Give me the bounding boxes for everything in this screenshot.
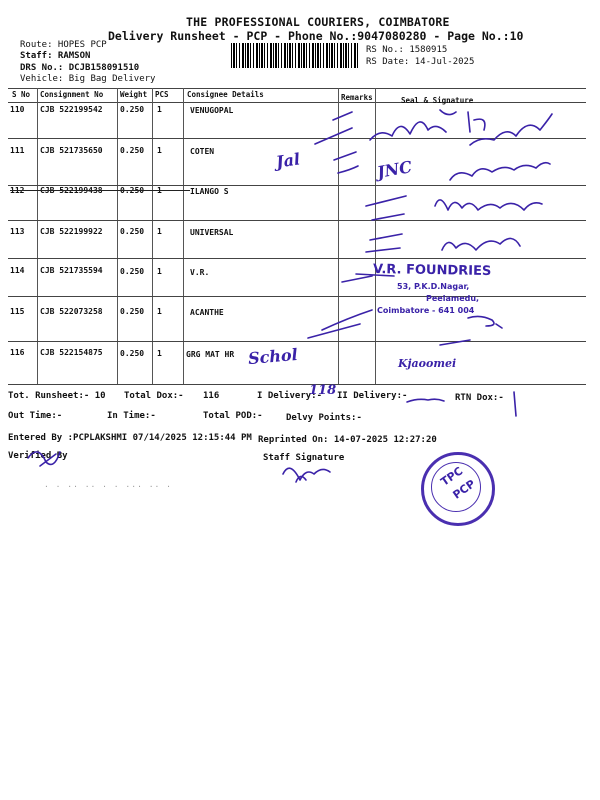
row-110-consignee: VENUGOPAL [190, 106, 234, 115]
faint-smudge: · · ·· ·· · · ··· ·· · [44, 482, 172, 491]
barcode [231, 43, 359, 68]
total-dox-label: Total Dox:- [124, 391, 184, 401]
row-113-weight: 0.250 [120, 227, 145, 236]
row-116-consignment: CJB 522154875 [40, 348, 103, 357]
row-115-sno: 115 [10, 307, 25, 316]
row-110-weight: 0.250 [120, 105, 145, 114]
row-112-pcs: 1 [157, 186, 162, 195]
reprinted-on: Reprinted On: 14-07-2025 12:27:20 [258, 435, 437, 445]
row-112-consignee: ILANGO S [190, 187, 229, 196]
col-remarks: Remarks [341, 93, 373, 102]
drs-number: DRS No.: DCJB158091510 [20, 63, 140, 73]
row-110-consignment: CJB 522199542 [40, 105, 103, 114]
row111-seal-initials: JNC [375, 157, 414, 182]
staff-signature-label: Staff Signature [263, 453, 345, 463]
row-113-pcs: 1 [157, 227, 162, 236]
row-112-weight: 0.250 [120, 186, 145, 195]
col-consignment: Consignment No [40, 90, 104, 99]
row-110-sno: 110 [10, 105, 25, 114]
company-stamp-line1: V.R. FOUNDRIES [372, 261, 492, 280]
row-114-pcs: 1 [157, 267, 162, 276]
row-113-consignee: UNIVERSAL [190, 228, 234, 237]
col-weight: Weight [120, 90, 148, 99]
row116-remark-scribble: Schol [247, 344, 299, 369]
row-116-pcs: 1 [157, 349, 162, 358]
row-112-sno: 112 [10, 186, 25, 195]
row-115-weight: 0.250 [120, 307, 145, 316]
company-stamp-line2: 53, P.K.D.Nagar, [397, 282, 470, 291]
rs-date: RS Date: 14-Jul-2025 [366, 57, 475, 67]
col-consignee: Consignee Details [187, 90, 264, 99]
verified-by: Verified By [8, 451, 68, 461]
ii-delivery-label: II Delivery:- [337, 391, 408, 401]
i-delivery-label: I Delivery:- [257, 391, 323, 401]
row-111-sno: 111 [10, 146, 25, 155]
delvy-points-label: Delvy Points:- [286, 413, 362, 423]
total-pod-label: Total POD:- [203, 411, 263, 421]
route-label: Route: HOPES PCP [20, 40, 107, 50]
entered-by: Entered By :PCPLAKSHMI 07/14/2025 12:15:44 PM [8, 433, 252, 443]
row-113-consignment: CJB 522199922 [40, 227, 103, 236]
total-dox-value: 116 [203, 391, 220, 401]
out-time-label: Out Time:- [8, 411, 63, 421]
row111-remark-scribble: Jal [274, 149, 302, 172]
company-stamp-line3: Peelamedu, [426, 294, 480, 303]
row-110-pcs: 1 [157, 105, 162, 114]
in-time-label: In Time:- [107, 411, 156, 421]
round-stamp-bottom: PCP [450, 477, 478, 502]
company-stamp-line4: Coimbatore - 641 004 [377, 306, 475, 315]
rtn-dox-label: RTN Dox:- [455, 393, 504, 403]
i-delivery-handwritten: 118 [309, 383, 337, 398]
row-114-sno: 114 [10, 266, 25, 275]
col-pcs: PCS [155, 90, 169, 99]
row-111-pcs: 1 [157, 146, 162, 155]
company-title: THE PROFESSIONAL COURIERS, COIMBATORE [186, 15, 450, 29]
row-115-pcs: 1 [157, 307, 162, 316]
row-115-consignee: ACANTHE [190, 308, 224, 317]
rs-number: RS No.: 1580915 [366, 45, 448, 55]
row-116-weight: 0.250 [120, 349, 145, 358]
row-115-consignment: CJB 522073258 [40, 307, 103, 316]
row-112-consignment: CJB 522199438 [40, 186, 103, 195]
row-111-consignee: COTEN [190, 147, 215, 156]
row-111-weight: 0.250 [120, 146, 145, 155]
round-stamp-top: TPC [438, 464, 466, 489]
row-116-consignee: GRG MAT HR [186, 350, 235, 359]
vehicle-label: Vehicle: Big Bag Delivery [20, 74, 156, 84]
row-111-consignment: CJB 521735650 [40, 146, 103, 155]
runsheet-subtitle: Delivery Runsheet - PCP - Phone No.:9047080280 - Page No.:10 [108, 29, 524, 43]
staff-label: Staff: RAMSON [20, 51, 91, 61]
row-113-sno: 113 [10, 227, 25, 236]
total-runsheet: Tot. Runsheet:- 10 [8, 391, 106, 401]
col-sno: S No [12, 90, 31, 99]
row-114-consignee: V.R. [190, 268, 210, 277]
row-116-sno: 116 [10, 348, 25, 357]
row-114-weight: 0.250 [120, 267, 145, 276]
row-114-consignment: CJB 521735594 [40, 266, 103, 275]
col-seal: Seal & Signature [401, 96, 474, 105]
row116-seal-signature: Kjaoomei [398, 357, 457, 370]
